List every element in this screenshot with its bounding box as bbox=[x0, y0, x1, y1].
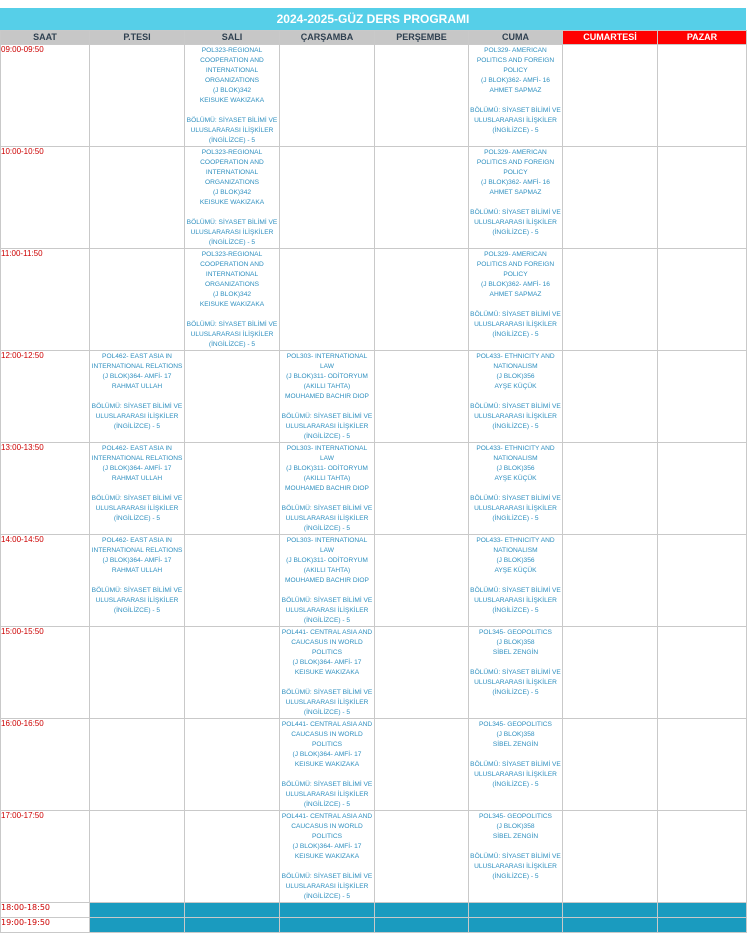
table-row bbox=[1, 249, 747, 351]
spacer bbox=[470, 484, 561, 494]
course-code: POL345- GEOPOLITICS bbox=[479, 813, 552, 820]
course-room: (J BLOK)311- ODİTORYUM (AKILLI TAHTA) bbox=[286, 373, 368, 390]
course-entry bbox=[90, 535, 184, 616]
course-teacher: AYŞE KÜÇÜK bbox=[494, 475, 537, 482]
course-department: BÖLÜMÜ: SİYASET BİLİMİ VE ULUSLARARASI İLİŞKİLER (İNGİLİZCE) - 5 bbox=[186, 117, 278, 144]
course-entry bbox=[469, 249, 562, 340]
course-department: BÖLÜMÜ: SİYASET BİLİMİ VE ULUSLARARASI İLİŞKİLER (İNGİLİZCE) - 5 bbox=[91, 495, 183, 522]
course-department: BÖLÜMÜ: SİYASET BİLİMİ VE ULUSLARARASI İLİŞKİLER (İNGİLİZCE) - 5 bbox=[470, 107, 561, 134]
course-code: POL303- INTERNATIONAL LAW bbox=[286, 537, 368, 554]
table-row bbox=[1, 719, 747, 811]
course-department: BÖLÜMÜ: SİYASET BİLİMİ VE ULUSLARARASI İLİŞKİLER (İNGİLİZCE) - 5 bbox=[281, 689, 373, 716]
empty-cell bbox=[185, 627, 280, 719]
course-room: (J BLOK)362- AMFİ- 16 bbox=[481, 179, 550, 186]
course-room: (J BLOK)356 bbox=[496, 557, 535, 564]
header-sali: SALI bbox=[185, 31, 280, 45]
empty-cell bbox=[90, 45, 185, 147]
header-row bbox=[1, 31, 747, 45]
course-entry bbox=[469, 45, 562, 136]
course-entry bbox=[185, 249, 279, 350]
course-cell[interactable] bbox=[280, 443, 375, 535]
empty-cell bbox=[185, 351, 280, 443]
course-code: POL345- GEOPOLITICS bbox=[479, 629, 552, 636]
table-row bbox=[1, 45, 747, 147]
empty-cell bbox=[185, 903, 280, 918]
table-row bbox=[1, 627, 747, 719]
empty-cell bbox=[563, 45, 658, 147]
course-department: BÖLÜMÜ: SİYASET BİLİMİ VE ULUSLARARASI İLİŞKİLER (İNGİLİZCE) - 5 bbox=[470, 311, 561, 338]
course-code: POL303- INTERNATIONAL LAW bbox=[286, 445, 368, 462]
spacer bbox=[470, 658, 561, 668]
empty-cell bbox=[658, 45, 747, 147]
empty-cell bbox=[90, 903, 185, 918]
time-slot: 14:00-14:50 bbox=[1, 535, 90, 627]
header-pazar: PAZAR bbox=[658, 31, 747, 45]
table-row bbox=[1, 903, 747, 918]
empty-cell bbox=[563, 903, 658, 918]
empty-cell bbox=[90, 811, 185, 903]
course-cell[interactable] bbox=[469, 627, 563, 719]
empty-cell bbox=[563, 811, 658, 903]
course-entry bbox=[185, 147, 279, 248]
course-cell[interactable] bbox=[185, 249, 280, 351]
course-room: (J BLOK)342 bbox=[212, 189, 252, 196]
course-cell[interactable] bbox=[280, 627, 375, 719]
page-title: 2024-2025-GÜZ DERS PROGRAMI bbox=[0, 8, 746, 30]
course-teacher: KEISUKE WAKIZAKA bbox=[294, 853, 360, 860]
spacer bbox=[186, 106, 278, 116]
course-code: POL345- GEOPOLITICS bbox=[479, 721, 552, 728]
course-entry bbox=[469, 719, 562, 790]
course-department: BÖLÜMÜ: SİYASET BİLİMİ VE ULUSLARARASI İLİŞKİLER (İNGİLİZCE) - 5 bbox=[470, 495, 561, 522]
empty-cell bbox=[280, 903, 375, 918]
spacer bbox=[470, 842, 561, 852]
course-code: POL329- AMERICAN POLITICS AND FOREIGN POLICY bbox=[476, 47, 555, 74]
spacer bbox=[186, 310, 278, 320]
time-slot: 12:00-12:50 bbox=[1, 351, 90, 443]
course-entry bbox=[280, 443, 374, 534]
course-department: BÖLÜMÜ: SİYASET BİLİMİ VE ULUSLARARASI İLİŞKİLER (İNGİLİZCE) - 5 bbox=[281, 873, 373, 900]
empty-cell bbox=[375, 918, 469, 933]
empty-cell bbox=[658, 719, 747, 811]
empty-cell bbox=[563, 249, 658, 351]
spacer bbox=[470, 96, 561, 106]
course-cell[interactable] bbox=[185, 45, 280, 147]
course-cell[interactable] bbox=[469, 719, 563, 811]
course-room: (J BLOK)364- AMFİ- 17 bbox=[292, 751, 362, 758]
empty-cell bbox=[563, 627, 658, 719]
schedule-table bbox=[0, 30, 747, 933]
course-room: (J BLOK)358 bbox=[496, 639, 535, 646]
spacer bbox=[281, 862, 373, 872]
course-teacher: AYŞE KÜÇÜK bbox=[494, 567, 537, 574]
course-department: BÖLÜMÜ: SİYASET BİLİMİ VE ULUSLARARASI İLİŞKİLER (İNGİLİZCE) - 5 bbox=[281, 413, 373, 440]
empty-cell bbox=[280, 147, 375, 249]
course-teacher: SİBEL ZENGİN bbox=[492, 741, 539, 748]
empty-cell bbox=[90, 918, 185, 933]
course-code: POL323-REGIONAL COOPERATION AND INTERNATIONAL ORGANIZATIONS bbox=[200, 251, 264, 288]
spacer bbox=[91, 576, 183, 586]
course-department: BÖLÜMÜ: SİYASET BİLİMİ VE ULUSLARARASI İLİŞKİLER (İNGİLİZCE) - 5 bbox=[186, 219, 278, 246]
empty-cell bbox=[375, 147, 469, 249]
course-room: (J BLOK)364- AMFİ- 17 bbox=[292, 659, 362, 666]
empty-cell bbox=[658, 535, 747, 627]
empty-cell bbox=[375, 45, 469, 147]
course-room: (J BLOK)358 bbox=[496, 731, 535, 738]
course-department: BÖLÜMÜ: SİYASET BİLİMİ VE ULUSLARARASI İLİŞKİLER (İNGİLİZCE) - 5 bbox=[186, 321, 278, 348]
course-code: POL462- EAST ASIA IN INTERNATIONAL RELATIONS bbox=[91, 353, 183, 370]
course-code: POL323-REGIONAL COOPERATION AND INTERNATIONAL ORGANIZATIONS bbox=[200, 149, 264, 186]
course-teacher: RAHMAT ULLAH bbox=[111, 475, 163, 482]
spacer bbox=[470, 392, 561, 402]
course-room: (J BLOK)342 bbox=[212, 87, 252, 94]
course-teacher: MOUHAMED BACHIR DIOP bbox=[285, 577, 369, 584]
course-entry bbox=[185, 45, 279, 146]
empty-cell bbox=[375, 903, 469, 918]
table-row bbox=[1, 535, 747, 627]
course-room: (J BLOK)364- AMFİ- 17 bbox=[102, 373, 172, 380]
course-cell[interactable] bbox=[469, 811, 563, 903]
empty-cell bbox=[375, 443, 469, 535]
course-cell[interactable] bbox=[469, 535, 563, 627]
course-cell[interactable] bbox=[469, 443, 563, 535]
course-department: BÖLÜMÜ: SİYASET BİLİMİ VE ULUSLARARASI İLİŞKİLER (İNGİLİZCE) - 5 bbox=[91, 587, 183, 614]
table-row bbox=[1, 443, 747, 535]
course-entry bbox=[280, 627, 374, 718]
empty-cell bbox=[658, 147, 747, 249]
empty-cell bbox=[375, 811, 469, 903]
course-room: (J BLOK)362- AMFİ- 16 bbox=[481, 281, 550, 288]
header-cuma: CUMA bbox=[469, 31, 563, 45]
course-cell[interactable] bbox=[469, 351, 563, 443]
schedule-body bbox=[1, 45, 747, 933]
course-teacher: SİBEL ZENGİN bbox=[492, 833, 539, 840]
course-room: (J BLOK)311- ODİTORYUM (AKILLI TAHTA) bbox=[286, 557, 368, 574]
spacer bbox=[281, 402, 373, 412]
course-code: POL462- EAST ASIA IN INTERNATIONAL RELATIONS bbox=[91, 445, 183, 462]
spacer bbox=[470, 198, 561, 208]
empty-cell bbox=[469, 918, 563, 933]
header-cumartesi: CUMARTESİ bbox=[563, 31, 658, 45]
empty-cell bbox=[280, 918, 375, 933]
course-cell[interactable] bbox=[280, 811, 375, 903]
course-entry bbox=[469, 147, 562, 238]
spacer bbox=[281, 494, 373, 504]
table-row bbox=[1, 918, 747, 933]
course-department: BÖLÜMÜ: SİYASET BİLİMİ VE ULUSLARARASI İLİŞKİLER (İNGİLİZCE) - 5 bbox=[470, 403, 561, 430]
course-teacher: KEISUKE WAKIZAKA bbox=[199, 199, 265, 206]
course-department: BÖLÜMÜ: SİYASET BİLİMİ VE ULUSLARARASI İLİŞKİLER (İNGİLİZCE) - 5 bbox=[281, 597, 373, 624]
course-room: (J BLOK)358 bbox=[496, 823, 535, 830]
course-entry bbox=[90, 351, 184, 432]
table-row bbox=[1, 147, 747, 249]
time-slot: 13:00-13:50 bbox=[1, 443, 90, 535]
course-teacher: AYŞE KÜÇÜK bbox=[494, 383, 537, 390]
course-teacher: MOUHAMED BACHIR DIOP bbox=[285, 393, 369, 400]
spacer bbox=[281, 586, 373, 596]
course-entry bbox=[280, 535, 374, 626]
empty-cell bbox=[658, 627, 747, 719]
empty-cell bbox=[563, 719, 658, 811]
empty-cell bbox=[375, 535, 469, 627]
course-entry bbox=[469, 535, 562, 616]
course-code: POL303- INTERNATIONAL LAW bbox=[286, 353, 368, 370]
course-entry bbox=[469, 811, 562, 882]
course-entry bbox=[280, 719, 374, 810]
course-teacher: KEISUKE WAKIZAKA bbox=[199, 301, 265, 308]
empty-cell bbox=[563, 147, 658, 249]
course-entry bbox=[469, 627, 562, 698]
empty-cell bbox=[658, 249, 747, 351]
course-room: (J BLOK)364- AMFİ- 17 bbox=[102, 465, 172, 472]
empty-cell bbox=[375, 719, 469, 811]
empty-cell bbox=[185, 719, 280, 811]
header-ptesi: P.TESI bbox=[90, 31, 185, 45]
course-department: BÖLÜMÜ: SİYASET BİLİMİ VE ULUSLARARASI İLİŞKİLER (İNGİLİZCE) - 5 bbox=[470, 587, 561, 614]
course-room: (J BLOK)356 bbox=[496, 465, 535, 472]
empty-cell bbox=[90, 249, 185, 351]
course-teacher: AHMET SAPMAZ bbox=[489, 189, 542, 196]
empty-cell bbox=[658, 903, 747, 918]
course-teacher: AHMET SAPMAZ bbox=[489, 291, 542, 298]
course-cell[interactable] bbox=[469, 147, 563, 249]
course-entry bbox=[280, 811, 374, 902]
table-row bbox=[1, 351, 747, 443]
course-teacher: RAHMAT ULLAH bbox=[111, 567, 163, 574]
empty-cell bbox=[658, 918, 747, 933]
spacer bbox=[281, 770, 373, 780]
course-cell[interactable] bbox=[280, 351, 375, 443]
course-code: POL433- ETHNICITY AND NATIONALISM bbox=[476, 445, 555, 462]
course-code: POL441- CENTRAL ASIA AND CAUCASUS IN WORLD POLITICS bbox=[281, 721, 373, 748]
empty-cell bbox=[90, 719, 185, 811]
course-teacher: KEISUKE WAKIZAKA bbox=[294, 669, 360, 676]
empty-cell bbox=[563, 351, 658, 443]
spacer bbox=[91, 392, 183, 402]
course-entry bbox=[469, 443, 562, 524]
spacer bbox=[186, 208, 278, 218]
time-slot: 09:00-09:50 bbox=[1, 45, 90, 147]
time-slot: 18:00-18:50 bbox=[1, 903, 90, 918]
course-code: POL433- ETHNICITY AND NATIONALISM bbox=[476, 537, 555, 554]
course-department: BÖLÜMÜ: SİYASET BİLİMİ VE ULUSLARARASI İLİŞKİLER (İNGİLİZCE) - 5 bbox=[281, 505, 373, 532]
course-entry bbox=[280, 351, 374, 442]
empty-cell bbox=[563, 443, 658, 535]
empty-cell bbox=[658, 443, 747, 535]
spacer bbox=[470, 576, 561, 586]
course-room: (J BLOK)342 bbox=[212, 291, 252, 298]
course-department: BÖLÜMÜ: SİYASET BİLİMİ VE ULUSLARARASI İLİŞKİLER (İNGİLİZCE) - 5 bbox=[470, 209, 561, 236]
empty-cell bbox=[658, 811, 747, 903]
header-saat: SAAT bbox=[1, 31, 90, 45]
spacer bbox=[281, 678, 373, 688]
time-slot: 19:00-19:50 bbox=[1, 918, 90, 933]
empty-cell bbox=[185, 918, 280, 933]
course-cell[interactable] bbox=[469, 249, 563, 351]
empty-cell bbox=[280, 45, 375, 147]
empty-cell bbox=[658, 351, 747, 443]
course-entry bbox=[469, 351, 562, 432]
time-slot: 17:00-17:50 bbox=[1, 811, 90, 903]
course-cell[interactable] bbox=[469, 45, 563, 147]
course-department: BÖLÜMÜ: SİYASET BİLİMİ VE ULUSLARARASI İLİŞKİLER (İNGİLİZCE) - 5 bbox=[91, 403, 183, 430]
course-room: (J BLOK)364- AMFİ- 17 bbox=[292, 843, 362, 850]
course-room: (J BLOK)362- AMFİ- 16 bbox=[481, 77, 550, 84]
course-code: POL462- EAST ASIA IN INTERNATIONAL RELATIONS bbox=[91, 537, 183, 554]
empty-cell bbox=[563, 918, 658, 933]
spacer bbox=[91, 484, 183, 494]
header-carsamba: ÇARŞAMBA bbox=[280, 31, 375, 45]
course-cell[interactable] bbox=[280, 535, 375, 627]
empty-cell bbox=[563, 535, 658, 627]
course-room: (J BLOK)356 bbox=[496, 373, 535, 380]
time-slot: 11:00-11:50 bbox=[1, 249, 90, 351]
header-persembe: PERŞEMBE bbox=[375, 31, 469, 45]
time-slot: 10:00-10:50 bbox=[1, 147, 90, 249]
course-department: BÖLÜMÜ: SİYASET BİLİMİ VE ULUSLARARASI İLİŞKİLER (İNGİLİZCE) - 5 bbox=[281, 781, 373, 808]
empty-cell bbox=[469, 903, 563, 918]
course-code: POL441- CENTRAL ASIA AND CAUCASUS IN WORLD POLITICS bbox=[281, 813, 373, 840]
course-department: BÖLÜMÜ: SİYASET BİLİMİ VE ULUSLARARASI İLİŞKİLER (İNGİLİZCE) - 5 bbox=[470, 669, 561, 696]
empty-cell bbox=[90, 627, 185, 719]
course-teacher: RAHMAT ULLAH bbox=[111, 383, 163, 390]
course-department: BÖLÜMÜ: SİYASET BİLİMİ VE ULUSLARARASI İLİŞKİLER (İNGİLİZCE) - 5 bbox=[470, 853, 561, 880]
course-cell[interactable] bbox=[90, 535, 185, 627]
course-code: POL329- AMERICAN POLITICS AND FOREIGN POLICY bbox=[476, 149, 555, 176]
course-code: POL433- ETHNICITY AND NATIONALISM bbox=[476, 353, 555, 370]
empty-cell bbox=[375, 627, 469, 719]
course-code: POL323-REGIONAL COOPERATION AND INTERNATIONAL ORGANIZATIONS bbox=[200, 47, 264, 84]
empty-cell bbox=[375, 351, 469, 443]
course-teacher: KEISUKE WAKIZAKA bbox=[199, 97, 265, 104]
spacer bbox=[470, 300, 561, 310]
empty-cell bbox=[375, 249, 469, 351]
empty-cell bbox=[185, 443, 280, 535]
time-slot: 16:00-16:50 bbox=[1, 719, 90, 811]
table-row bbox=[1, 811, 747, 903]
course-cell[interactable] bbox=[280, 719, 375, 811]
course-room: (J BLOK)364- AMFİ- 17 bbox=[102, 557, 172, 564]
course-code: POL441- CENTRAL ASIA AND CAUCASUS IN WORLD POLITICS bbox=[281, 629, 373, 656]
time-slot: 15:00-15:50 bbox=[1, 627, 90, 719]
course-teacher: AHMET SAPMAZ bbox=[489, 87, 542, 94]
spacer bbox=[470, 750, 561, 760]
empty-cell bbox=[185, 811, 280, 903]
empty-cell bbox=[280, 249, 375, 351]
course-entry bbox=[90, 443, 184, 524]
course-teacher: KEISUKE WAKIZAKA bbox=[294, 761, 360, 768]
course-teacher: SİBEL ZENGİN bbox=[492, 649, 539, 656]
course-room: (J BLOK)311- ODİTORYUM (AKILLI TAHTA) bbox=[286, 465, 368, 482]
empty-cell bbox=[90, 147, 185, 249]
course-cell[interactable] bbox=[90, 443, 185, 535]
course-cell[interactable] bbox=[90, 351, 185, 443]
empty-cell bbox=[185, 535, 280, 627]
course-code: POL329- AMERICAN POLITICS AND FOREIGN POLICY bbox=[476, 251, 555, 278]
course-cell[interactable] bbox=[185, 147, 280, 249]
course-department: BÖLÜMÜ: SİYASET BİLİMİ VE ULUSLARARASI İLİŞKİLER (İNGİLİZCE) - 5 bbox=[470, 761, 561, 788]
course-teacher: MOUHAMED BACHIR DIOP bbox=[285, 485, 369, 492]
